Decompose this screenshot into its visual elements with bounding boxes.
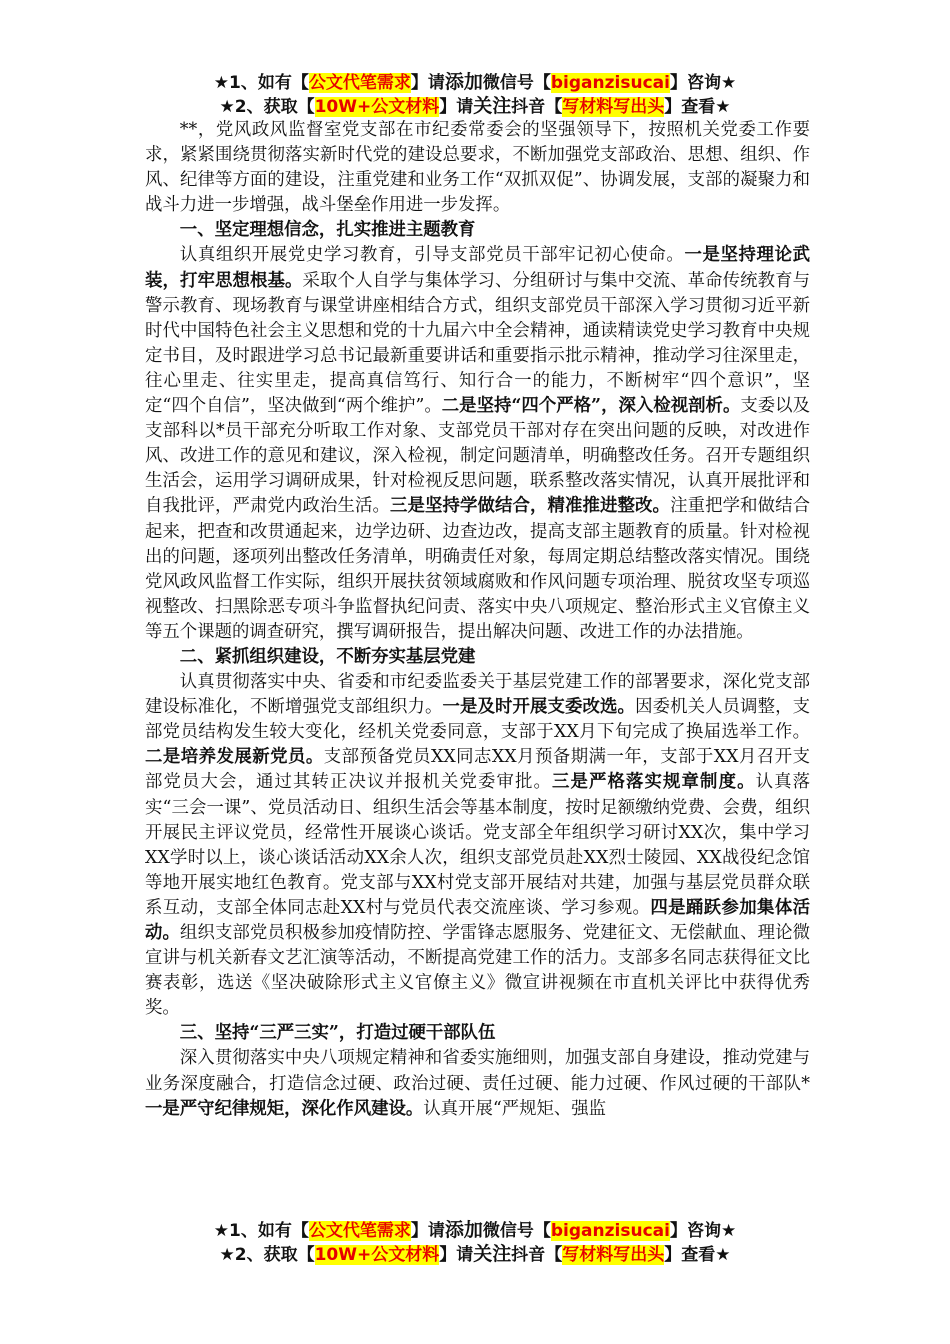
top-banner-line-1: ★1、如有【公文代笔需求】请添加微信号【biganzisucai】咨询★ <box>213 71 737 93</box>
bottom-banner-line-1: ★1、如有【公文代笔需求】请添加微信号【biganzisucai】咨询★ <box>213 1219 737 1241</box>
highlight-douyin-account: 写材料写出头 <box>562 1245 665 1265</box>
highlight-douyin-account: 写材料写出头 <box>562 97 665 117</box>
highlight-wechat-id: biganzisucai <box>550 73 670 93</box>
highlight-service: 公文代笔需求 <box>308 1221 411 1241</box>
section-2-heading: 二、紧抓组织建设，不断夯实基层党建 <box>179 646 476 667</box>
highlight-materials: 10W+公文材料 <box>314 1245 440 1265</box>
top-banner-line-2: ★2、获取【10W+公文材料】请关注抖音【写材料写出头】查看★ <box>219 95 731 117</box>
section-3-paragraph: 深入贯彻落实中央八项规定精神和省委实施细则，加强支部自身建设，推动党建与业务深度融合，打造信念过硬、政治过硬、责任过硬、能力过硬、作风过硬的干部队*一是严守纪律规矩，深化作风建设。认真开展“严规矩、强监 <box>145 1048 810 1119</box>
highlight-service: 公文代笔需求 <box>308 73 411 93</box>
highlight-materials: 10W+公文材料 <box>314 97 440 117</box>
document-body <box>145 118 810 1122</box>
section-2-paragraph: 认真贯彻落实中央、省委和市纪委监委关于基层党建工作的部署要求，深化党支部建设标准化，不断增强党支部组织力。一是及时开展支委改选。因委机关人员调整，支部党员结构发生较大变化，经机关党委同意，支部于XX月下旬完成了换届选举工作。二是培养发展新党员。支部预备党员XX同志XX月预备期满一年，支部于XX月召开支部党员大会，通过其转正决议并报机关党委审批。三是严格落实规章制度。认真落实“三会一课”、党员活动日、组织生活会等基本制度，按时足额缴纳党费、会费，组织开展民主评议党员，经常性开展谈心谈话。党支部全年组织学习研讨XX次，集中学习XX学时以上，谈心谈话活动XX余人次，组织支部党员赴XX烈士陵园、XX战役纪念馆等地开展实地红色教育。党支部与XX村党支部开展结对共建，加强与基层党员群众联系互动，支部全体同志赴XX村与党员代表交流座谈、学习参观。四是踊跃参加集体活动。组织支部党员积极参加疫情防控、学雷锋志愿服务、党建征文、无偿献血、理论微宣讲与机关新春文艺汇演等活动，不断提高党建工作的活力。支部多名同志获得征文比赛表彰，选送《坚决破除形式主义官僚主义》微宣讲视频在市直机关评比中获得优秀奖。 <box>145 672 810 1019</box>
section-1-paragraph: 认真组织开展党史学习教育，引导支部党员干部牢记初心使命。一是坚持理论武装，打牢思想根基。采取个人自学与集体学习、分组研讨与集中交流、革命传统教育与警示教育、现场教育与课堂讲座相结合方式，组织支部党员干部深入学习贯彻习近平新时代中国特色社会主义思想和党的十九届六中全会精神，通读精读党史学习教育中央规定书目，及时跟进学习总书记最新重要讲话和重要指示批示精神，推动学习往深里走，往心里走、往实里走，提高真信笃行、知行合一的能力，不断树牢“四个意识”，坚定“四个自信”，坚决做到“两个维护”。二是坚持“四个严格”，深入检视剖析。支委以及支部科以*员干部充分听取工作对象、支部党员干部对存在突出问题的反映，对改进作风、改进工作的意见和建议，深入检视，制定问题清单，明确整改任务。召开专题组织生活会，运用学习调研成果，针对检视反思问题，联系整改落实情况，认真开展批评和自我批评，严肃党内政治生活。三是坚持学做结合，精准推进整改。注重把学和做结合起来，把查和改贯通起来，边学边研、边查边改，提高支部主题教育的质量。针对检视出的问题，逐项列出整改任务清单，明确责任对象，每周定期总结整改落实情况。围绕党风政风监督工作实际，组织开展扶贫领域腐败和作风问题专项治理、脱贫攻坚专项巡视整改、扫黑除恶专项斗争监督执纪问责、落实中央八项规定、整治形式主义官僚主义等五个课题的调查研究，撰写调研报告，提出解决问题、改进工作的办法措施。 <box>145 245 810 642</box>
bottom-banner-line-2: ★2、获取【10W+公文材料】请关注抖音【写材料写出头】查看★ <box>219 1243 731 1265</box>
highlight-wechat-id: biganzisucai <box>550 1221 670 1241</box>
section-1-heading: 一、坚定理想信念，扎实推进主题教育 <box>179 220 476 241</box>
intro-paragraph: **，党风政风监督室党支部在市纪委常委会的坚强领导下，按照机关党委工作要求，紧紧围绕贯彻落实新时代党的建设总要求，不断加强党支部政治、思想、组织、作风、纪律等方面的建设，注重党建和业务工作“双抓双促”、协调发展，支部的凝聚力和战斗力进一步增强，战斗堡垒作用进一步发挥。 <box>145 120 810 216</box>
section-3-heading: 三、坚持“三严三实”，打造过硬干部队伍 <box>179 1023 496 1044</box>
